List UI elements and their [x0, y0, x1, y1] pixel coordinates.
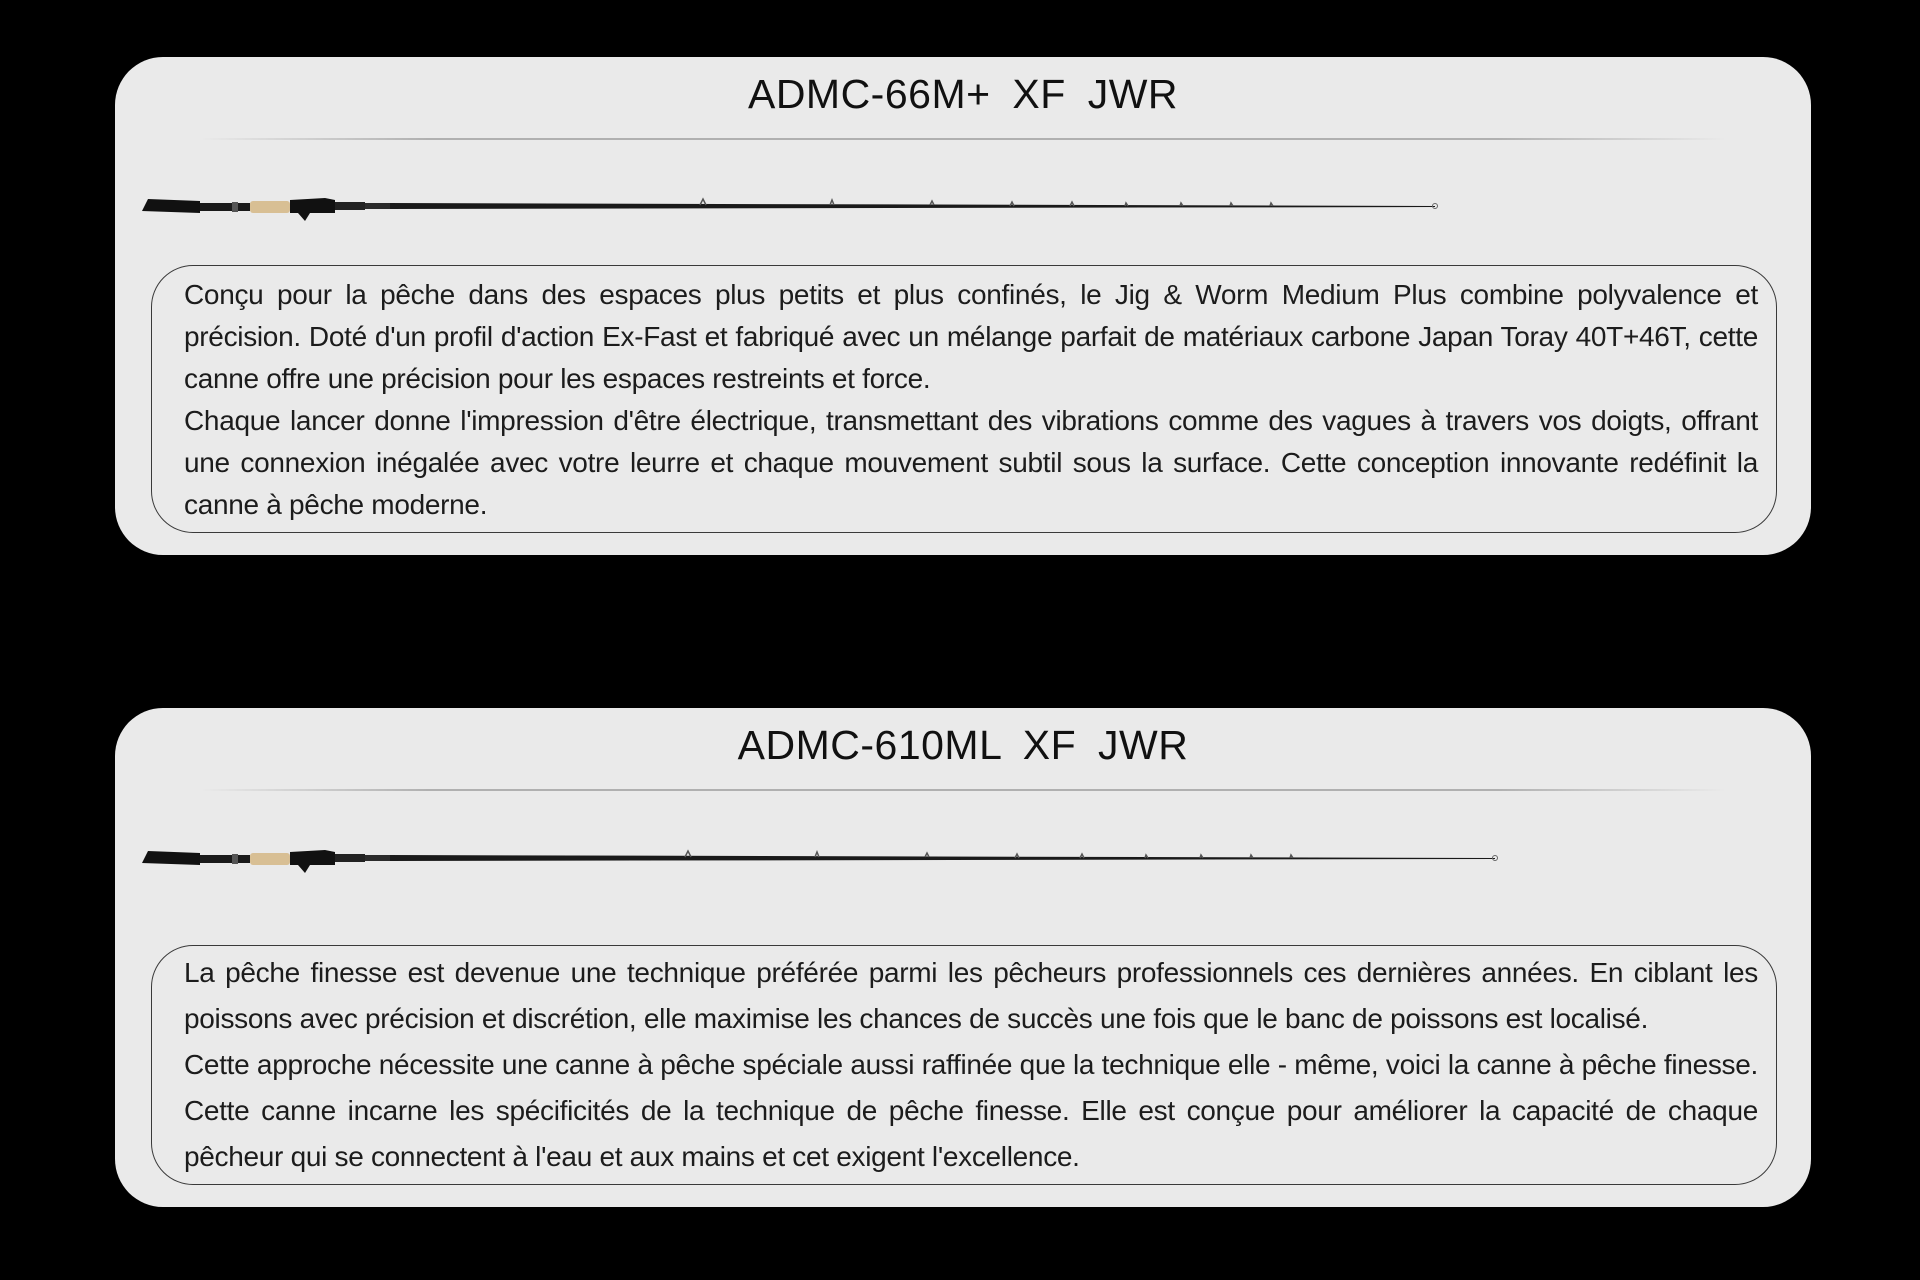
title-divider: [200, 789, 1726, 791]
description-paragraph: Chaque lancer donne l'impression d'être électrique, transmettant des vibrations comme des vagues à travers vos doigts, offrant une connexion inégalée avec votre leurre et chaque mouvement subtil sous la surface. Cette conception innovante redéfinit la canne à pêche moderne.: [184, 405, 1758, 520]
product-card: [115, 57, 1811, 555]
fishing-rod-icon: [140, 841, 1500, 881]
product-description: [151, 265, 1777, 533]
title-divider: [200, 138, 1726, 140]
description-paragraph: La pêche finesse est devenue une technique préférée parmi les pêcheurs professionnels ces dernières années. En ciblant les poissons avec précision et discrétion, elle maximise les chances de succès une fois que le banc de poissons est localisé.: [184, 957, 1758, 1034]
product-description: [151, 945, 1777, 1185]
product-title: ADMC-610ML XF JWR: [737, 722, 1189, 768]
fishing-rod-icon: [140, 189, 1440, 229]
description-paragraph: Conçu pour la pêche dans des espaces plus petits et plus confinés, le Jig & Worm Medium Plus combine polyvalence et précision. Doté d'un profil d'action Ex-Fast et fabriqué avec un mélange parfait de matériaux carbone Japan Toray 40T+46T, cette canne offre une précision pour les espaces restreints et force.: [184, 279, 1758, 394]
description-paragraph: Cette approche nécessite une canne à pêche spéciale aussi raffinée que la technique elle - même, voici la canne à pêche finesse. Cette canne incarne les spécificités de la technique de pêche finesse. Elle est conçue pour améliorer la capacité de chaque pêcheur qui se connectent à l'eau et aux mains et cet exigent l'excellence.: [184, 1049, 1758, 1172]
product-title: ADMC-66M+ XF JWR: [747, 71, 1179, 117]
product-card: [115, 708, 1811, 1207]
